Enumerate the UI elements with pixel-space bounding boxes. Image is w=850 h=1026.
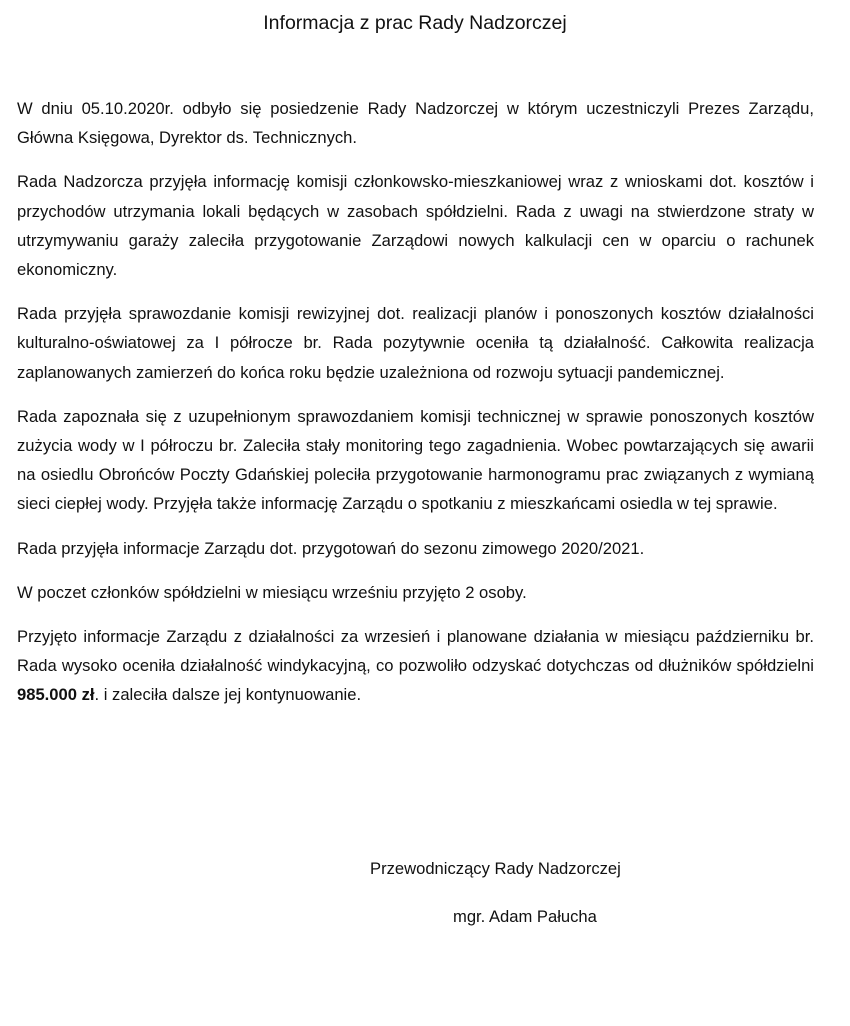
debt-amount: 985.000 zł	[17, 685, 95, 705]
debt-text-after: . i zaleciła dalsze jej kontynuowanie.	[94, 685, 362, 705]
document-body	[17, 94, 814, 725]
paragraph-membership-commission: Rada Nadzorcza przyjęła informację komisji członkowsko-mieszkaniowej wraz z wnioskami dot. kosztów i przychodów utrzymania lokali będących w zasobach spółdzielni. Rada z uwagi na stwierdzone straty w utrzymywaniu garaży zaleciła przygotowanie Zarządowi nowych kalkulacji cen w oparciu o rachunek ekonomiczny.	[17, 172, 814, 280]
paragraph-audit-commission: Rada przyjęła sprawozdanie komisji rewizyjnej dot. realizacji planów i ponoszonych kosztów działalności kulturalno-oświatowej za I półrocze br. Rada pozytywnie oceniła tą działalność. Całkowita realizacja zaplanowanych zamierzeń do końca roku będzie uzależniona od rozwoju sytuacji pandemicznej.	[17, 304, 814, 382]
signature-title: Przewodniczący Rady Nadzorczej	[370, 859, 621, 878]
paragraph-winter-season: Rada przyjęła informacje Zarządu dot. przygotowań do sezonu zimowego 2020/2021.	[17, 538, 645, 558]
paragraph-new-members: W poczet członków spółdzielni w miesiącu wrześniu przyjęto 2 osoby.	[17, 582, 527, 602]
signature-name: mgr. Adam Pałucha	[453, 907, 597, 926]
paragraph-technical-commission: Rada zapoznała się z uzupełnionym sprawozdaniem komisji technicznej w sprawie ponoszonych kosztów zużycia wody w I półroczu br. Zaleciła stały monitoring tego zagadnienia. Wobec powtarzających się awarii na osiedlu Obrońców Poczty Gdańskiej poleciła przygotowanie harmonogramu prac związanych z wymianą sieci ciepłej wody. Przyjęła także informację Zarządu o spotkaniu z mieszkańcami osiedla w tej sprawie.	[17, 406, 814, 514]
document-title: Informacja z prac Rady Nadzorczej	[263, 12, 567, 34]
paragraph-debt-collection	[17, 622, 814, 710]
debt-text-before: Przyjęto informacje Zarządu z działalności za wrzesień i planowane działania w miesiącu październiku br. Rada wysoko oceniła działalność windykacyjną, co pozwoliło odzyskać dotychczas od dłużników spółdzielni	[17, 627, 814, 676]
paragraph-meeting: W dniu 05.10.2020r. odbyło się posiedzenie Rady Nadzorczej w którym uczestniczyli Prezes Zarządu, Główna Księgowa, Dyrektor ds. Technicznych.	[17, 99, 814, 148]
